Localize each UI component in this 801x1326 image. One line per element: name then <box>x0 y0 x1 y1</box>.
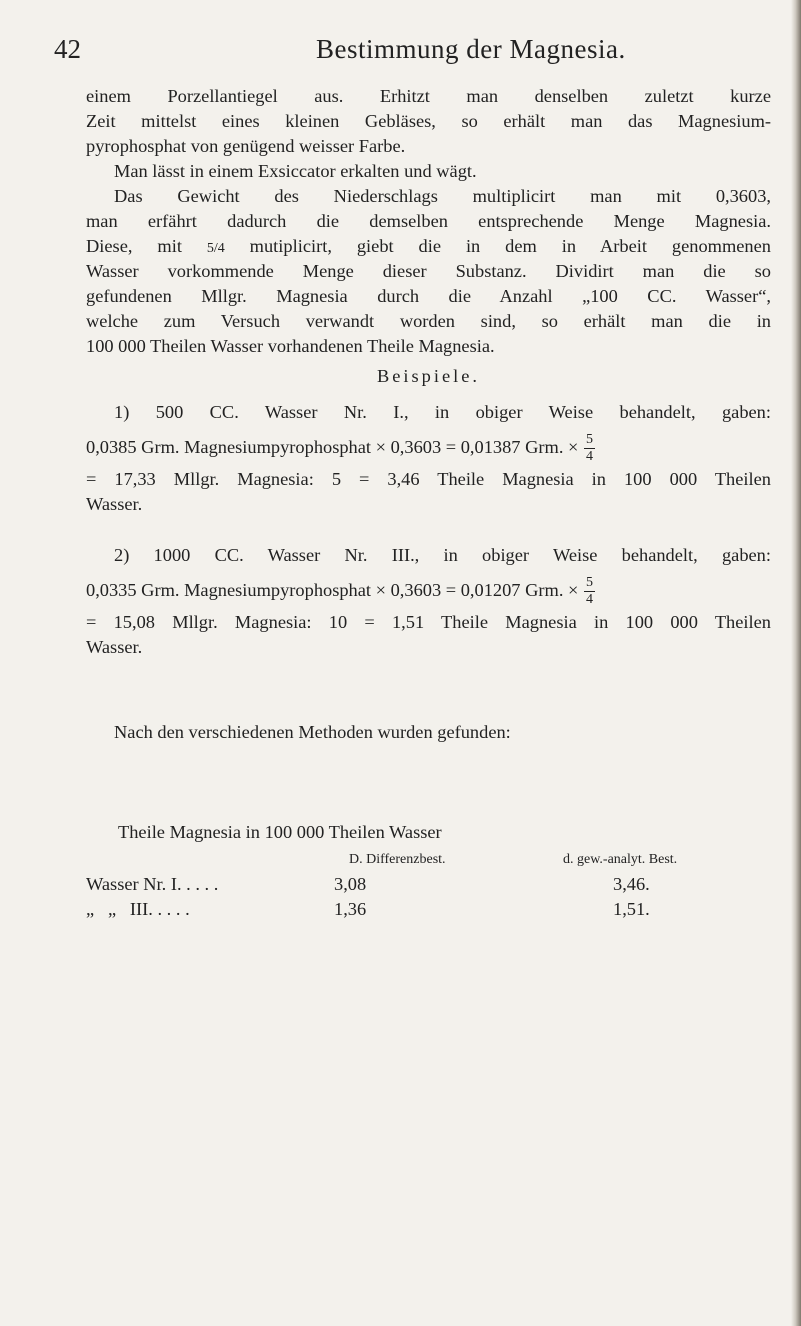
text-line <box>86 234 771 259</box>
formula-text: 0,0385 Grm. Magnesiumpyrophosphat × 0,3603 = 0,01387 Grm. × <box>86 437 579 457</box>
running-title: Bestimmung der Magnesia. <box>316 34 626 64</box>
text-line: 2) 1000 CC. Wasser Nr. III., in obiger Weise behandelt, gaben: <box>114 545 771 565</box>
formula-text: 0,0335 Grm. Magnesiumpyrophosphat × 0,3603 = 0,01207 Grm. × <box>86 580 579 600</box>
formula-line <box>86 427 771 467</box>
formula-line <box>86 570 771 610</box>
fraction-numerator: 5 <box>586 575 593 591</box>
text-line: Wasser. <box>86 637 143 657</box>
text-line: Wasser. <box>86 494 143 514</box>
table-row <box>86 874 771 899</box>
table-cell: 3,46. <box>613 874 650 894</box>
page-number: 42 <box>54 34 81 64</box>
text-line: pyrophosphat von genügend weisser Farbe. <box>86 136 406 156</box>
text-line: Man lässt in einem Exsiccator erkalten und wägt. <box>114 161 477 181</box>
text-line: 100 000 Theilen Wasser vorhandenen Theile Magnesia. <box>86 336 495 356</box>
fraction-denominator: 4 <box>586 449 593 465</box>
text-line: Das Gewicht des Niederschlags multiplicirt man mit 0,3603, <box>114 186 771 206</box>
text-line: einem Porzellantiegel aus. Erhitzt man denselben zuletzt kurze <box>86 86 771 106</box>
row-label: Wasser Nr. I. . . . . <box>86 874 219 894</box>
text-line: = 17,33 Mllgr. Magnesia: 5 = 3,46 Theile Magnesia in 100 000 Theilen <box>86 469 771 489</box>
example-1 <box>86 400 771 517</box>
page-header <box>54 34 741 68</box>
text-line: man erfährt dadurch die demselben entsprechende Menge Magnesia. <box>86 211 771 231</box>
table-cell: 1,51. <box>613 899 650 919</box>
column-header: D. Differenzbest. <box>349 852 446 867</box>
example-2 <box>86 543 771 660</box>
section-heading <box>86 364 771 389</box>
text-line: = 15,08 Mllgr. Magnesia: 10 = 1,51 Theile Magnesia in 100 000 Theilen <box>86 612 771 632</box>
conclusion-paragraph <box>86 720 771 745</box>
paragraph-3 <box>86 184 771 359</box>
row-label: „ „ III. . . . . <box>86 899 190 919</box>
section-title: Beispiele. <box>376 366 481 386</box>
paragraph-2 <box>86 159 771 184</box>
table-row <box>86 899 771 924</box>
text-fragment: mutiplicirt, giebt die in dem in Arbeit genommenen <box>224 236 771 256</box>
text-line: welche zum Versuch verwandt worden sind, so erhält man die in <box>86 311 771 331</box>
inline-fraction: 5/4 <box>206 241 225 256</box>
column-header: d. gew.-analyt. Best. <box>563 852 678 867</box>
table-cell: 1,36 <box>334 899 367 919</box>
paragraph-1 <box>86 84 771 159</box>
table-title: Theile Magnesia in 100 000 Theilen Wasser <box>118 822 442 842</box>
text-line: 1) 500 CC. Wasser Nr. I., in obiger Weise behandelt, gaben: <box>114 402 771 422</box>
page-edge-shadow <box>791 0 801 1326</box>
fraction-denominator: 4 <box>586 592 593 608</box>
text-line: Zeit mittelst eines kleinen Gebläses, so erhält man das Magnesium- <box>86 111 771 131</box>
text-line: Wasser vorkommende Menge dieser Substanz. Dividirt man die so <box>86 261 771 281</box>
text-line: gefundenen Mllgr. Magnesia durch die Anzahl „100 CC. Wasser“, <box>86 286 771 306</box>
fraction-numerator: 5 <box>586 432 593 448</box>
fraction <box>584 433 595 464</box>
text-fragment: Diese, mit <box>86 236 207 256</box>
text-line: Nach den verschiedenen Methoden wurden gefunden: <box>114 722 511 742</box>
table-cell: 3,08 <box>334 874 367 894</box>
fraction <box>584 576 595 607</box>
